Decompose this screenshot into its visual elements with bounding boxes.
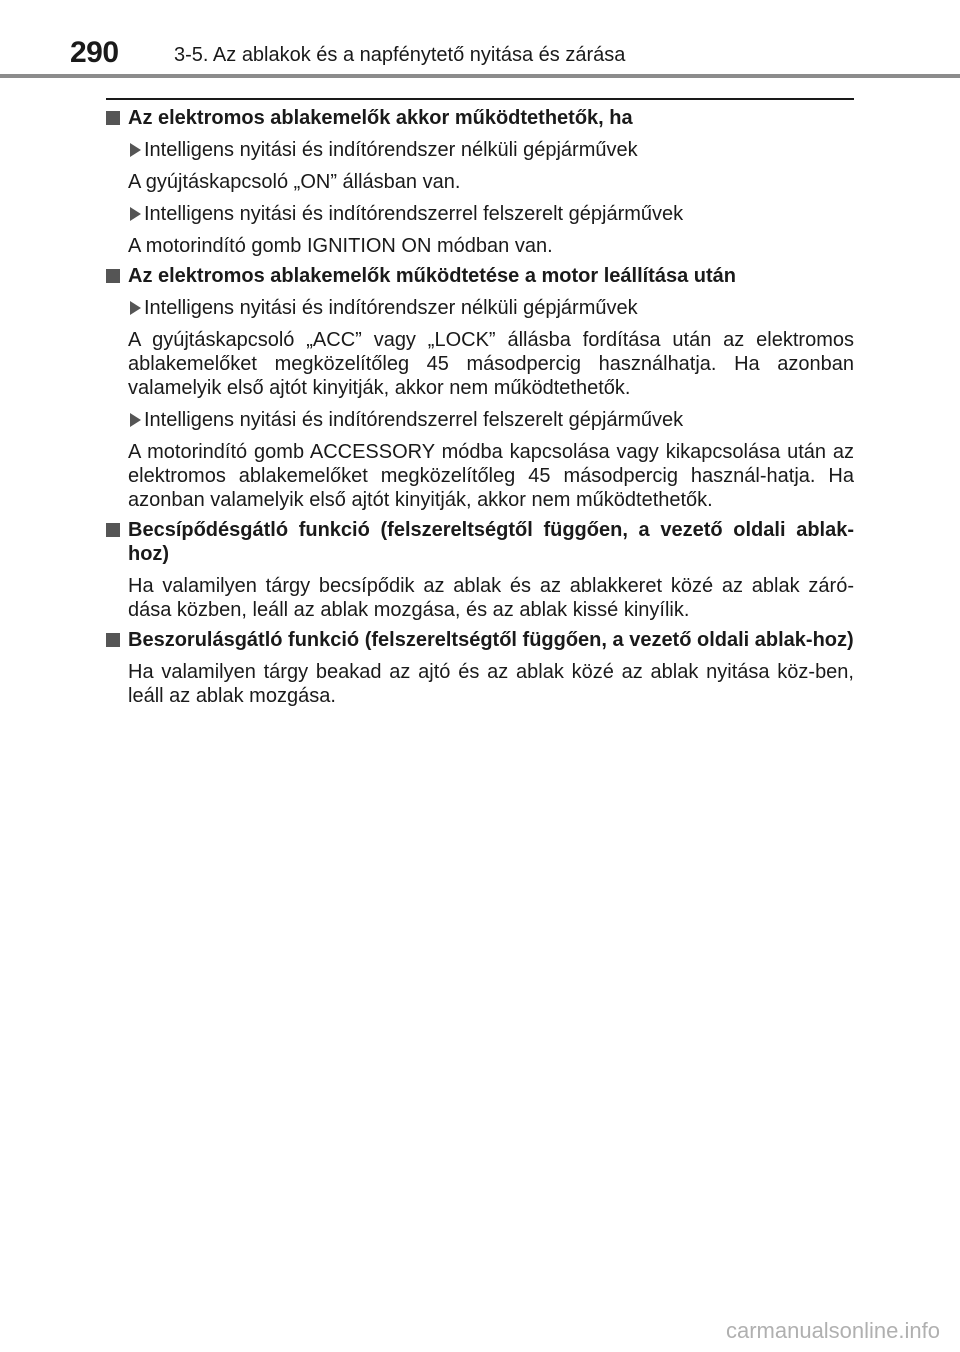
- square-bullet-icon: [106, 633, 120, 647]
- section-heading: Az elektromos ablakemelők akkor működtethetők, ha: [106, 106, 854, 130]
- header-divider: [0, 74, 960, 78]
- triangle-bullet-icon: [130, 301, 141, 315]
- sub-heading: Intelligens nyitási és indítórendszerrel felszerelt gépjárművek: [106, 408, 854, 432]
- paragraph: A motorindító gomb IGNITION ON módban van.: [128, 235, 553, 257]
- section-heading: Az elektromos ablakemelők működtetése a motor leállítása után: [106, 264, 854, 288]
- sub-heading: Intelligens nyitási és indítórendszer nélküli gépjárművek: [106, 296, 854, 320]
- triangle-bullet-icon: [130, 207, 141, 221]
- paragraph: Ha valamilyen tárgy becsípődik az ablak és az ablakkeret közé az ablak záró-dása közben, leáll az ablak mozgása, és az ablak kissé kinyílik.: [128, 575, 854, 621]
- page-header: [0, 0, 960, 76]
- paragraph: A gyújtáskapcsoló „ON” állásban van.: [128, 171, 461, 193]
- square-bullet-icon: [106, 111, 120, 125]
- chapter-title: 3-5. Az ablakok és a napfénytető nyitása és zárása: [174, 44, 626, 66]
- section-heading: Beszorulásgátló funkció (felszereltségtől függően, a vezető oldali ablak-hoz): [106, 628, 854, 652]
- square-bullet-icon: [106, 269, 120, 283]
- square-bullet-icon: [106, 523, 120, 537]
- sub-heading: Intelligens nyitási és indítórendszer nélküli gépjárművek: [106, 138, 854, 162]
- page-content: [106, 106, 854, 708]
- paragraph: Ha valamilyen tárgy beakad az ajtó és az ablak közé az ablak nyitása köz-ben, leáll az ablak mozgása.: [128, 661, 854, 707]
- paragraph: A gyújtáskapcsoló „ACC” vagy „LOCK” állásba fordítása után az elektromos ablakemelőket megközelítőleg 45 másodpercig használhatja. Ha azonban valamelyik első ajtót kinyitják, akkor nem működtethetők.: [128, 329, 854, 399]
- content-divider: [106, 98, 854, 100]
- section-heading: Becsípődésgátló funkció (felszereltségtől függően, a vezető oldali ablak-hoz): [106, 518, 854, 566]
- sub-heading: Intelligens nyitási és indítórendszerrel felszerelt gépjárművek: [106, 202, 854, 226]
- triangle-bullet-icon: [130, 143, 141, 157]
- watermark: carmanualsonline.info: [725, 1318, 940, 1343]
- triangle-bullet-icon: [130, 413, 141, 427]
- page-number: 290: [70, 36, 119, 69]
- paragraph: A motorindító gomb ACCESSORY módba kapcsolása vagy kikapcsolása után az elektromos ablakemelőket megközelítőleg 45 másodpercig használ-hatja. Ha azonban valamelyik első ajtót kinyitják, akkor nem működtethetők.: [128, 441, 854, 511]
